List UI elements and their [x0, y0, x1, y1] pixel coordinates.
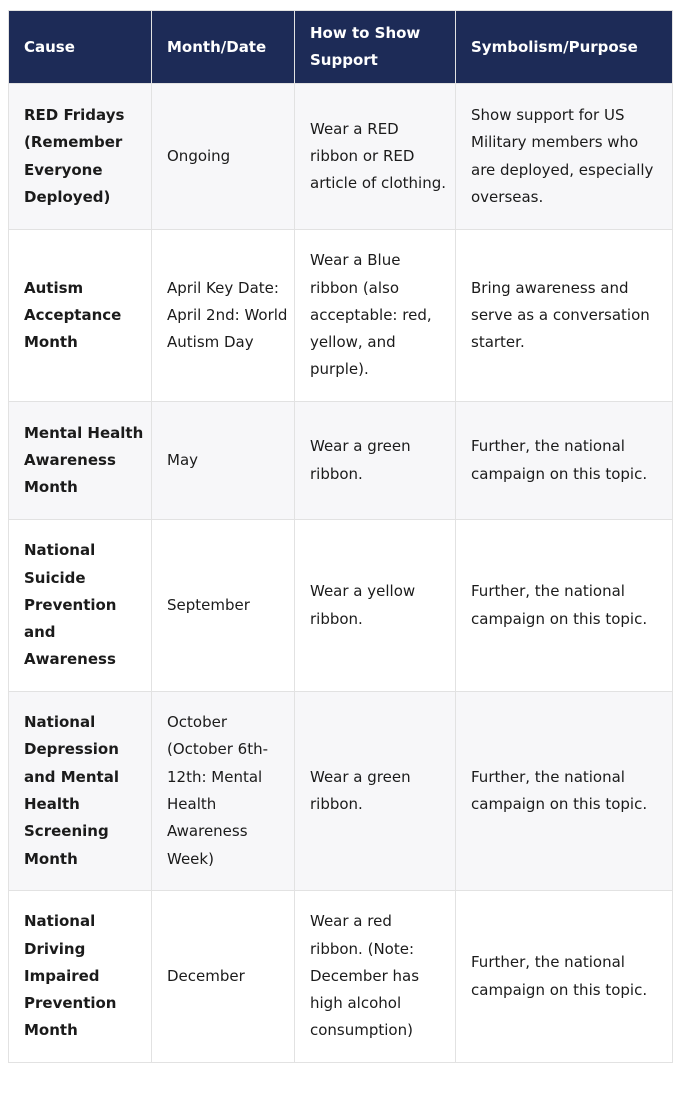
table-header [9, 11, 673, 84]
table-row [9, 84, 673, 230]
support-cell: Wear a Blue ribbon (also acceptable: red, yellow, and purple). [295, 230, 456, 402]
support-cell: Wear a green ribbon. [295, 402, 456, 520]
header-symbolism-purpose: Symbolism/Purpose [456, 11, 673, 84]
cause-cell: Autism Acceptance Month [9, 230, 152, 402]
header-cause: Cause [9, 11, 152, 84]
cause-cell: National Suicide Prevention and Awareness [9, 520, 152, 692]
header-month-date: Month/Date [152, 11, 295, 84]
month-date-cell: December [152, 891, 295, 1063]
month-date-cell: October (October 6th-12th: Mental Health Awareness Week) [152, 692, 295, 891]
purpose-cell: Bring awareness and serve as a conversation starter. [456, 230, 673, 402]
purpose-cell: Further, the national campaign on this topic. [456, 891, 673, 1063]
cause-cell: RED Fridays (Remember Everyone Deployed) [9, 84, 152, 230]
purpose-cell: Further, the national campaign on this topic. [456, 402, 673, 520]
month-date-cell: May [152, 402, 295, 520]
table-row [9, 402, 673, 520]
table-row [9, 692, 673, 891]
month-date-cell: April Key Date: April 2nd: World Autism Day [152, 230, 295, 402]
support-cell: Wear a RED ribbon or RED article of clothing. [295, 84, 456, 230]
awareness-table [8, 10, 673, 1063]
table-row [9, 520, 673, 692]
awareness-table-container [8, 10, 672, 1063]
table-row [9, 891, 673, 1063]
purpose-cell: Show support for US Military members who are deployed, especially overseas. [456, 84, 673, 230]
month-date-cell: September [152, 520, 295, 692]
table-row [9, 230, 673, 402]
cause-cell: Mental Health Awareness Month [9, 402, 152, 520]
support-cell: Wear a red ribbon. (Note: December has high alcohol consumption) [295, 891, 456, 1063]
table-body [9, 84, 673, 1063]
support-cell: Wear a green ribbon. [295, 692, 456, 891]
support-cell: Wear a yellow ribbon. [295, 520, 456, 692]
cause-cell: National Driving Impaired Prevention Month [9, 891, 152, 1063]
cause-cell: National Depression and Mental Health Screening Month [9, 692, 152, 891]
month-date-cell: Ongoing [152, 84, 295, 230]
purpose-cell: Further, the national campaign on this topic. [456, 692, 673, 891]
purpose-cell: Further, the national campaign on this topic. [456, 520, 673, 692]
header-row [9, 11, 673, 84]
header-how-to-show-support: How to Show Support [295, 11, 456, 84]
